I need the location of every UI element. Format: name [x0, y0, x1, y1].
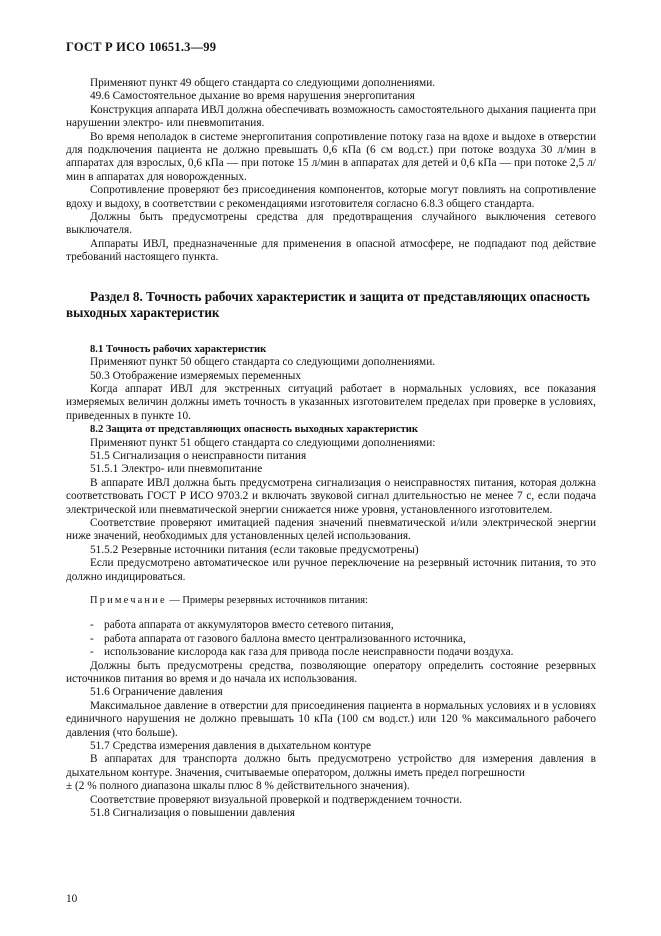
list-item — [66, 646, 596, 659]
list-dash: - — [90, 619, 94, 632]
list-item-text: работа аппарата от газового баллона вместо централизованного источника, — [104, 632, 466, 645]
paragraph: Соответствие проверяют имитацией падения значений пневматической и/или электрической энергии ниже значений, необходимых для установленных целей использования. — [66, 516, 596, 543]
examples-list — [66, 619, 596, 659]
list-item-text: работа аппарата от аккумуляторов вместо сетевого питания, — [104, 619, 394, 632]
clause-heading: 49.6 Самостоятельное дыхание во время нарушения энергопитания — [90, 90, 415, 103]
paragraph: Максимальное давление в отверстии для присоединения пациента в нормальных условиях и в условиях единичного нарушения не должно превышать 10 кПа (100 см вод.ст.) или 120 % максимального рабочего давления (что больше). — [66, 699, 596, 739]
list-dash: - — [90, 632, 94, 645]
paragraph: Если предусмотрено автоматическое или ручное переключение на резервный источник питания, то это должно индицироваться. — [66, 557, 596, 583]
paragraph: ± (2 % полного диапазона шкалы плюс 8 % действительного значения). — [66, 780, 410, 793]
paragraph: Применяют пункт 49 общего стандарта со следующими дополнениями. — [90, 77, 436, 89]
note-label: Примечание — [90, 595, 167, 606]
paragraph: Должны быть предусмотрены средства для предотвращения случайного выключения сетевого выключателя. — [66, 211, 596, 237]
paragraph: В аппаратах для транспорта должно быть предусмотрено устройство для измерения давления в дыхательном контуре. Значения, считываемые оператором, должны иметь предел погрешности — [66, 753, 596, 779]
clause-heading: 51.7 Средства измерения давления в дыхательном контуре — [90, 740, 371, 753]
paragraph: Применяют пункт 50 общего стандарта со следующими дополнениями. — [90, 356, 436, 369]
note-text: — Примеры резервных источников питания: — [166, 595, 368, 606]
paragraph: Сопротивление проверяют без присоединения компонентов, которые могут повлиять на сопротивление вдоху и выдоху, в соответствии с рекомендациями изготовителя согласно 6.8.3 общего стандарта. — [66, 184, 596, 210]
page-number: 10 — [66, 893, 78, 905]
paragraph: В аппарате ИВЛ должна быть предусмотрена сигнализация о неисправностях питания, которая должна соответствовать ГОСТ Р ИСО 9703.2 и включать звуковой сигнал длительностью не менее 7 с, если подача электрической или пневматической энергии снижается ниже уровня, установленного изготовителем. — [66, 476, 596, 516]
paragraph: Аппараты ИВЛ, предназначенные для применения в опасной атмосфере, не подпадают под действие требований настоящего пункта. — [66, 237, 596, 264]
clause-heading: 51.5.1 Электро- или пневмопитание — [90, 463, 263, 476]
paragraph: Применяют пункт 51 общего стандарта со следующими дополнениями: — [90, 436, 436, 449]
paragraph: Во время неполадок в системе энергопитания сопротивление потоку газа на вдохе и выдохе в отверстии для подключения пациента не должно превышать 0,6 кПа (6 см вод.ст.) при потоке воздуха 30 л/мин в аппаратах для взрослых, 0,6 кПа — при потоке 15 л/мин в аппаратах для детей и 0,6 кПа — при потоке 2,5 л/мин в аппаратах для новорожденных. — [66, 130, 596, 183]
list-dash: - — [90, 646, 94, 659]
list-item-text: использование кислорода как газа для привода после неисправности подачи воздуха. — [104, 646, 514, 659]
note — [66, 594, 596, 607]
list-item — [66, 633, 596, 646]
clause-heading: 51.5 Сигнализация о неисправности питания — [90, 449, 307, 462]
clause-heading: 51.5.2 Резервные источники питания (если таковые предусмотрены) — [90, 543, 419, 556]
list-item — [66, 619, 596, 632]
subsection-heading: 8.1 Точность рабочих характеристик — [90, 343, 267, 355]
subsection-heading: 8.2 Защита от представляющих опасность выходных характеристик — [90, 424, 418, 436]
paragraph: Должны быть предусмотрены средства, позволяющие оператору определить состояние резервных источников питания во время и до начала их использования. — [66, 659, 596, 686]
clause-heading: 50.3 Отображение измеряемых переменных — [90, 369, 301, 382]
document-header: ГОСТ Р ИСО 10651.3—99 — [66, 40, 217, 54]
clause-heading: 51.8 Сигнализация о повышении давления — [90, 807, 295, 820]
clause-heading: 51.6 Ограничение давления — [90, 686, 223, 699]
paragraph: Когда аппарат ИВЛ для экстренных ситуаций работает в нормальных условиях, все показания измеряемых величин должны иметь точность в указанных изготовителем пределах при проверке в условиях, приведенных в пункте 10. — [66, 382, 596, 422]
paragraph: Конструкция аппарата ИВЛ должна обеспечивать возможность самостоятельного дыхания пациента при нарушении электро- или пневмопитания. — [66, 103, 596, 130]
paragraph: Соответствие проверяют визуальной проверкой и подтверждением точности. — [90, 793, 463, 806]
section-title: Раздел 8. Точность рабочих характеристик и защита от представляющих опасность выходных характеристик — [66, 288, 590, 320]
document-body — [66, 77, 596, 821]
